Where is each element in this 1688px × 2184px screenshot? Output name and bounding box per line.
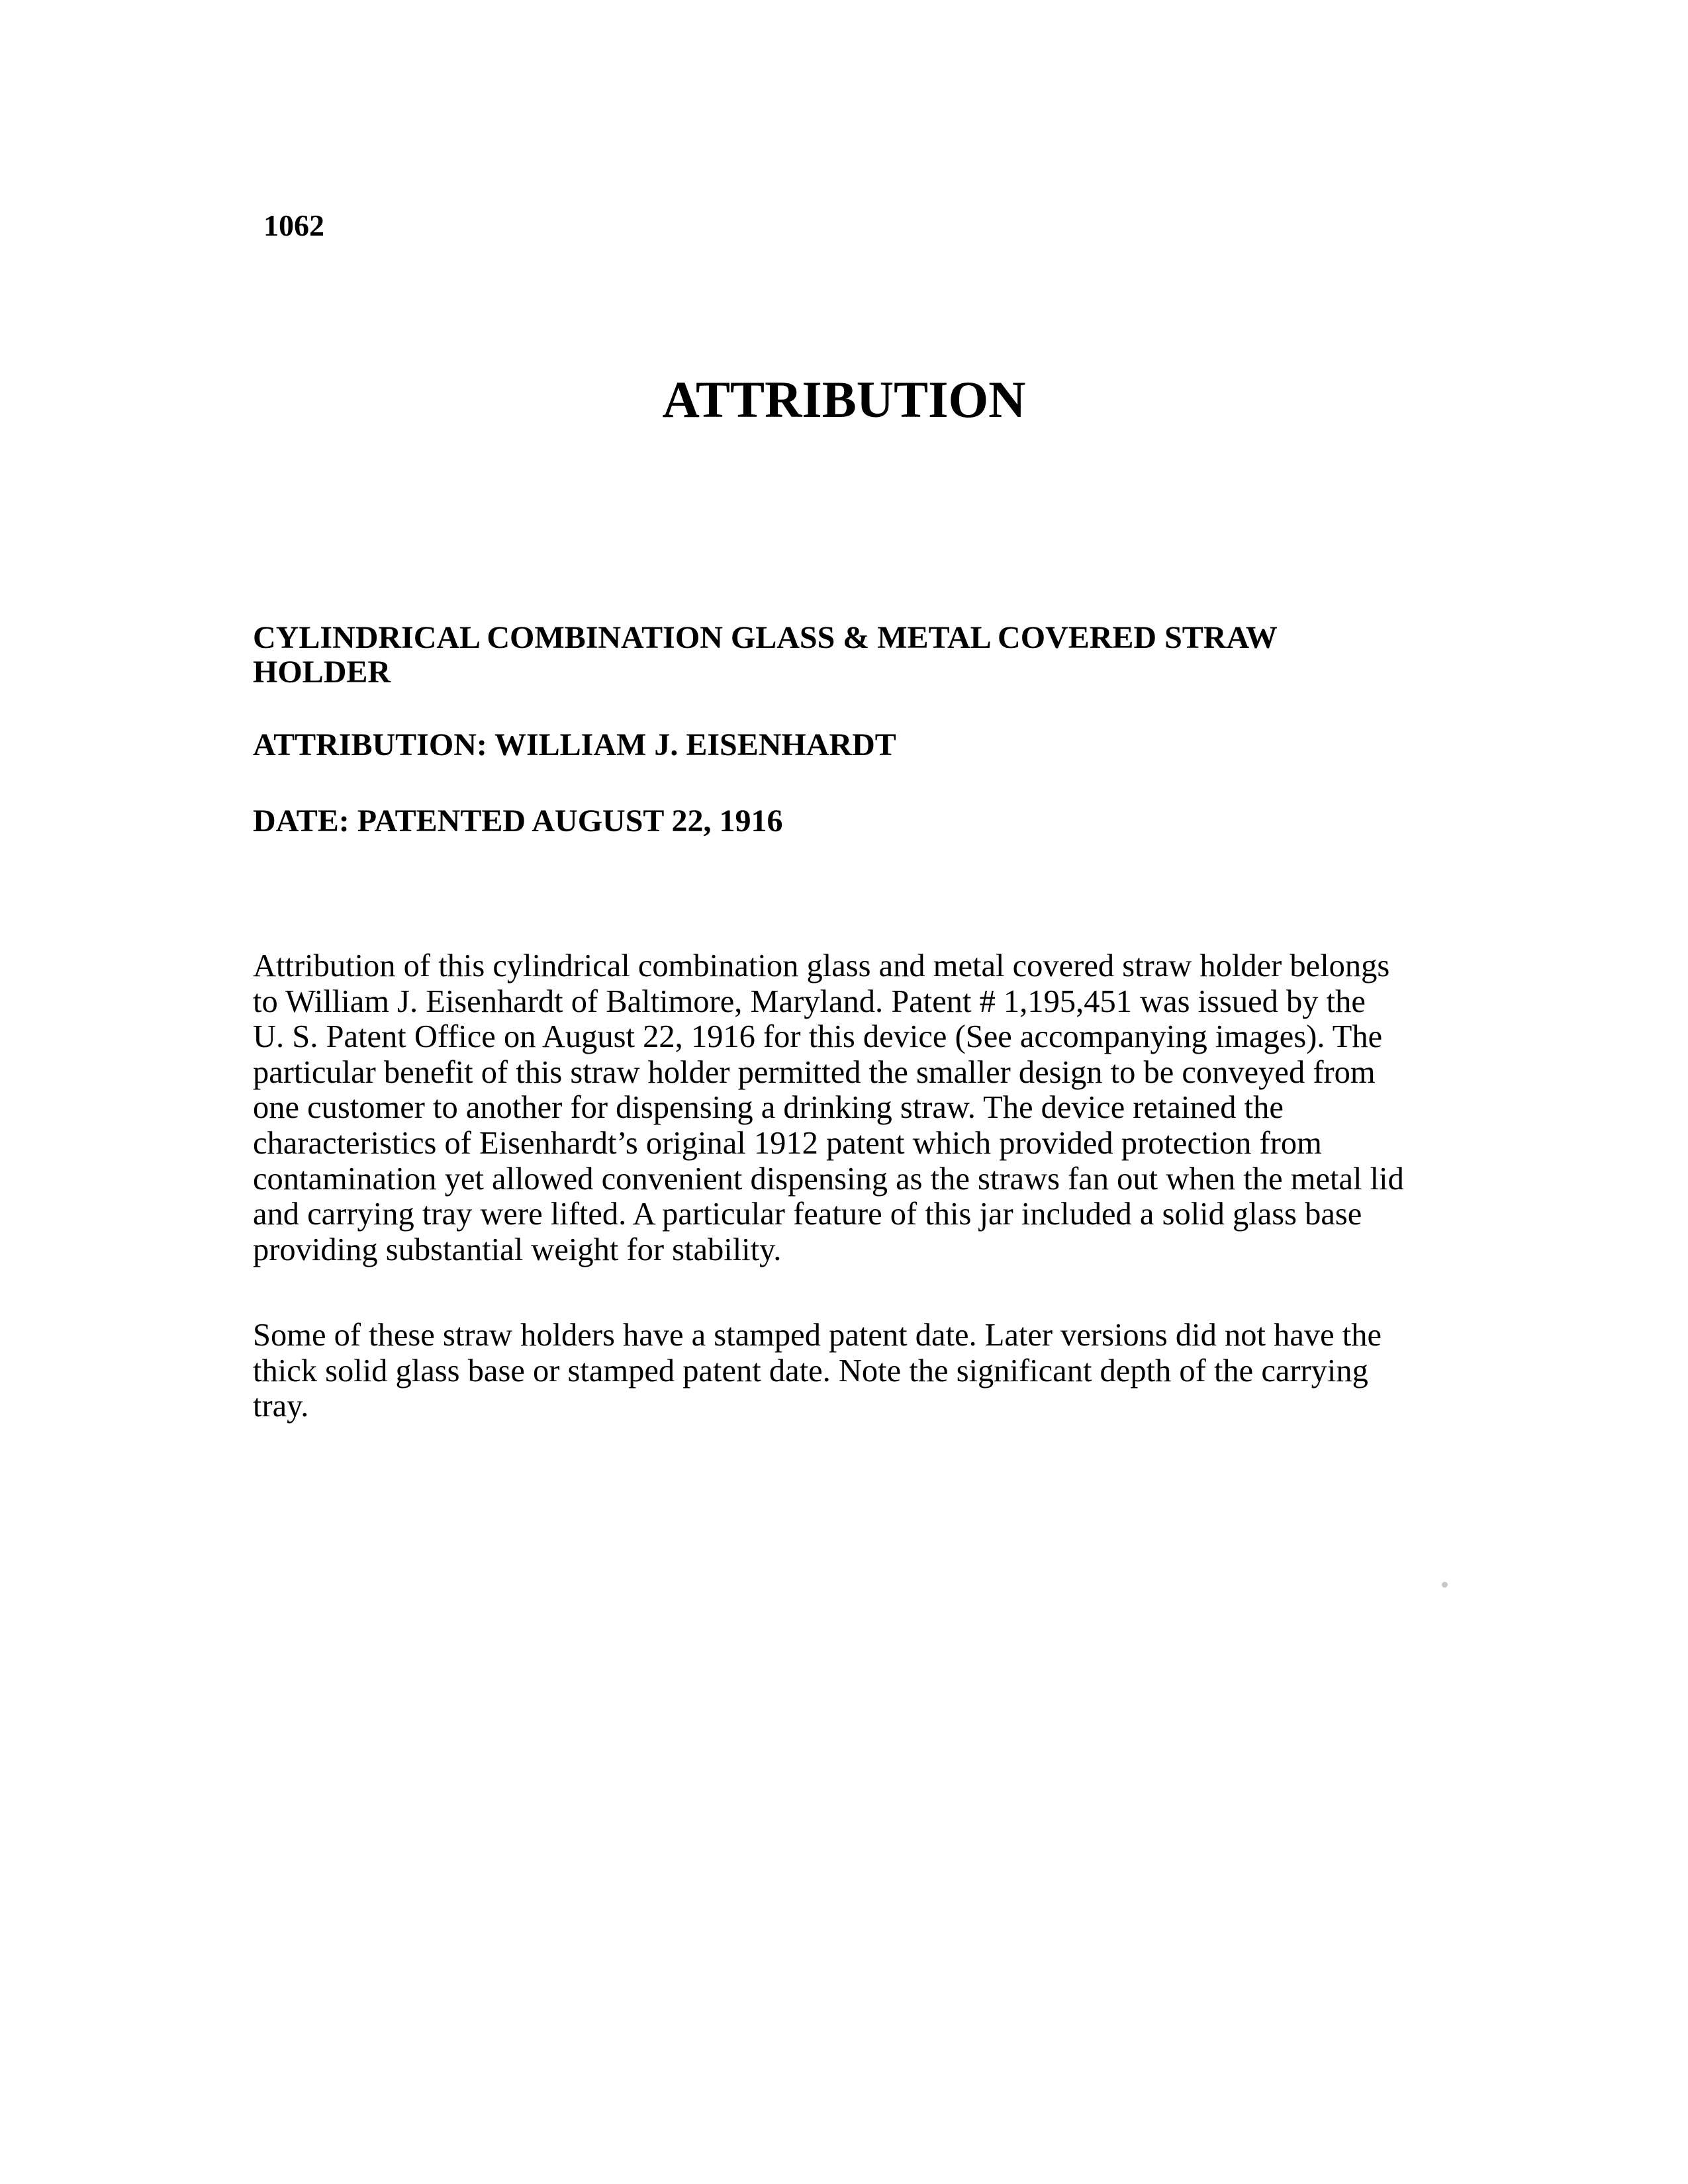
item-heading: CYLINDRICAL COMBINATION GLASS & METAL COVERED STRAW HOLDER <box>253 620 1277 690</box>
attribution-line: ATTRIBUTION: WILLIAM J. EISENHARDT <box>253 727 896 762</box>
body-paragraph-versions: Some of these straw holders have a stamped patent date. Later versions did not have the thick solid glass base or stamped patent date. Note the significant depth of the carrying tray. <box>253 1318 1382 1424</box>
page-number: 1062 <box>263 208 324 242</box>
body-paragraph-attribution: Attribution of this cylindrical combination glass and metal covered straw holder belongs to William J. Eisenhardt of Baltimore, Maryland. Patent # 1,195,451 was issued by the U. S. Patent Office on August 22, 1916 for this device (See accompanying images). The particular benefit of this straw holder permitted the smaller design to be conveyed from one customer to another for dispensing a drinking straw. The device retained the characteristics of Eisenhardt’s original 1912 patent which provided protection from contamination yet allowed convenient dispensing as the straws fan out when the metal lid and carrying tray were lifted. A particular feature of this jar included a solid glass base providing substantial weight for stability. <box>253 948 1404 1267</box>
date-line: DATE: PATENTED AUGUST 22, 1916 <box>253 803 783 839</box>
scan-speck <box>1442 1582 1448 1588</box>
page-title: ATTRIBUTION <box>662 371 1026 428</box>
